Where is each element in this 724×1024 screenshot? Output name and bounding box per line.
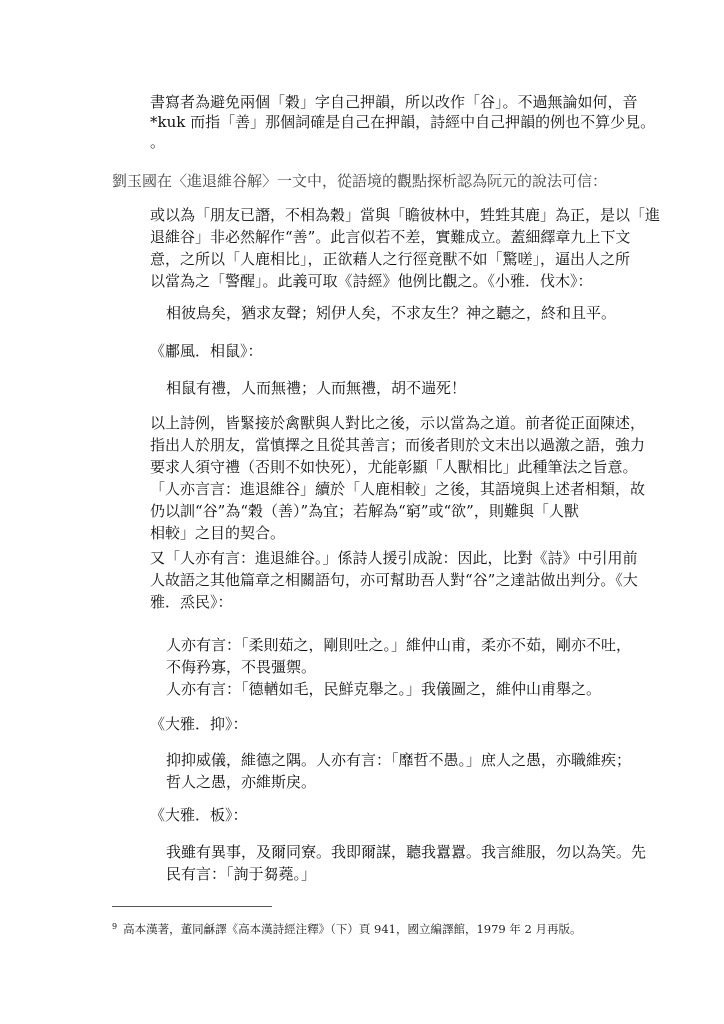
footnote-text: 高本漢著，董同龢譯《高本漢詩經注釋》（下）頁 941，國立編譯館，1979 年 2 月再版。: [123, 922, 582, 936]
text-line: 雅．烝民》：: [150, 593, 233, 611]
verse-3: [166, 634, 631, 700]
lead-paragraph: 劉玉國在〈進退維谷解〉一文中，從語境的觀點探析認為阮元的說法可信：: [112, 172, 608, 190]
text-line: 不侮矜寡，不畏彊禦。: [166, 658, 317, 676]
text-line: 要求人須守禮（否則不如快死），尤能彰顯「人獸相比」此種筆法之旨意。: [150, 458, 638, 476]
text-line: 退維谷」非必然解作“善”。此言似若不差，實難成立。蓋細繹章九上下文: [150, 228, 631, 246]
text-line: 。: [150, 133, 166, 151]
text-line: 以當為之「警醒」。此義可取《詩經》他例比觀之。《小雅．伐木》：: [150, 272, 593, 290]
footnote: [112, 921, 582, 937]
text-line: 民有言：「詢于芻蕘。」: [166, 865, 317, 883]
footnote-divider: [112, 906, 272, 907]
text-line: 我雖有異事，及爾同寮。我即爾謀，聽我囂囂。我言維服，勿以為笑。先: [166, 843, 647, 861]
text-line: 以上詩例，皆緊接於禽獸與人對比之後，示以當為之道。前者從正面陳述，: [150, 414, 646, 432]
reference-3: 《大雅．板》：: [150, 806, 248, 824]
text-line: 或以為「朋友已譖，不相為穀」當與「瞻彼林中，甡甡其鹿」為正，是以「進: [150, 206, 661, 224]
text-line: 指出人於朋友，當慎擇之且從其善言；而後者則於文末出以過激之語，強力: [150, 436, 646, 454]
text-line: 人亦有言：「柔則茹之，剛則吐之。」維仲山甫，柔亦不茹，剛亦不吐，: [166, 636, 632, 654]
reference-1: 《鄘風．相鼠》：: [150, 342, 263, 360]
text-line: *kuk 而指「善」那個詞確是自己在押韻，詩經中自己押韻的例也不算少見。: [150, 113, 656, 131]
text-line: 又「人亦有言：進退維谷。」係詩人援引成說：因此，比對《詩》中引用前: [150, 549, 638, 567]
footnote-marker: 9: [112, 922, 118, 931]
verse-2: 相鼠有禮，人而無禮；人而無禮，胡不遄死！: [166, 379, 467, 397]
reference-2: 《大雅．抑》：: [150, 715, 248, 733]
text-line: 人亦有言：「德輶如毛，民鮮克舉之。」我儀圖之，維仲山甫舉之。: [166, 680, 602, 698]
text-line: 相較」之目的契合。: [150, 524, 286, 542]
text-line: 仍以訓“谷”為“穀（善）”為宜；若解為“窮”或“欲”，則難與「人獸: [150, 502, 579, 520]
text-line: 書寫者為避免兩個「穀」字自己押韻，所以改作「谷」。不過無論如何，音: [150, 93, 638, 111]
text-line: 抑抑威儀，維德之隅。人亦有言：「靡哲不愚。」庶人之愚，亦職維疾；: [166, 751, 632, 769]
quote-block-2: [150, 412, 645, 544]
verse-1: 相彼鳥矣，猶求友聲；矧伊人矣，不求友生？神之聽之，終和且平。: [166, 304, 617, 322]
verse-4: [166, 749, 631, 793]
text-line: 意，之所以「人鹿相比」，正欲藉人之行徑竟獸不如「驚嗟」，逼出人之所: [150, 250, 631, 268]
text-line: 哲人之愚，亦維斯戾。: [166, 773, 317, 791]
verse-5: [166, 841, 646, 885]
text-line: 「人亦言言：進退維谷」續於「人鹿相較」之後，其語境與上述者相類，故: [150, 480, 646, 498]
quote-block-1: [150, 204, 660, 292]
intro-quote: [150, 92, 655, 152]
text-line: 人故語之其他篇章之相關語句，亦可幫助吾人對“谷”之達詁做出判分。《大: [150, 571, 638, 589]
quote-block-3: [150, 547, 638, 613]
